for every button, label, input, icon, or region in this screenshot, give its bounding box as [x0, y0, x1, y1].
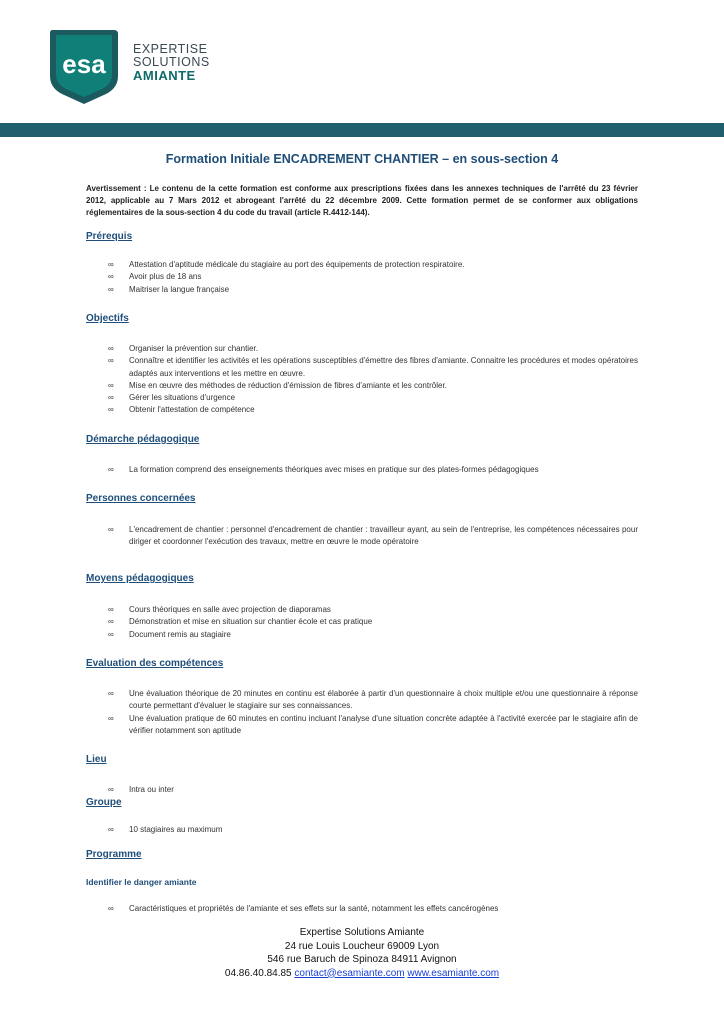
infinity-bullet-icon: ∞	[108, 356, 114, 366]
list-objectifs	[108, 343, 638, 417]
logo-line-3: AMIANTE	[133, 68, 196, 83]
section-title-objectifs: Objectifs	[86, 313, 129, 324]
infinity-bullet-icon: ∞	[108, 393, 114, 403]
list-item	[108, 464, 638, 476]
section-title-demarche: Démarche pédagogique	[86, 434, 200, 445]
section-title-moyens: Moyens pédagogiques	[86, 573, 194, 584]
infinity-bullet-icon: ∞	[108, 825, 114, 834]
list-item-text: Cours théoriques en salle avec projection de diaporamas	[129, 605, 331, 614]
list-prerequis	[108, 259, 638, 296]
infinity-bullet-icon: ∞	[108, 689, 114, 698]
infinity-bullet-icon: ∞	[108, 904, 114, 913]
list-item-text: Intra ou inter	[129, 785, 174, 794]
footer-address-avignon: 546 rue Baruch de Spinoza 84911 Avignon	[267, 954, 457, 965]
logo-line-2: SOLUTIONS	[133, 55, 210, 69]
list-item-text: Gérer les situations d'urgence	[129, 393, 236, 403]
section-title-programme: Programme	[86, 849, 142, 860]
list-item	[108, 380, 638, 392]
logo-line-1: EXPERTISE	[133, 42, 208, 56]
section-title-personnes: Personnes concernées	[86, 493, 196, 504]
list-item-text: Organiser la prévention sur chantier.	[129, 344, 258, 353]
list-lieu	[108, 784, 638, 796]
list-item	[108, 284, 638, 296]
footer-address-lyon: 24 rue Louis Loucheur 69009 Lyon	[284, 940, 440, 952]
list-item	[108, 343, 638, 355]
list-item-text: 10 stagiaires au maximum	[129, 825, 223, 834]
list-item	[108, 392, 638, 404]
list-item-text: Caractéristiques et propriétés de l'amiante et ses effets sur la santé, notamment les effets cancérogènes	[129, 904, 499, 913]
list-item-text: Obtenir l'attestation de compétence	[129, 405, 255, 415]
infinity-bullet-icon: ∞	[108, 465, 114, 474]
company-logo	[48, 26, 218, 106]
infinity-bullet-icon: ∞	[108, 284, 114, 294]
list-personnes	[108, 524, 638, 549]
website-link[interactable]: www.esamiante.com	[407, 967, 500, 979]
list-item	[108, 355, 638, 380]
infinity-bullet-icon: ∞	[108, 272, 114, 282]
list-item	[108, 713, 638, 738]
list-item-text: Une évaluation pratique de 60 minutes en continu incluant l'analyse d'une situation concrète adaptée à l'activité exercée par le stagiaire afin de vérifier notamment son aptitude	[129, 713, 638, 735]
footer	[0, 926, 724, 980]
warning-paragraph: Avertissement : Le contenu de la cette formation est conforme aux prescriptions fixées dans les annexes techniques de l'arrêté du 23 février 2012, applicable au 7 Mars 2012 et abrogeant l'arrêté du 22 décembre 2009. Cette formation permet de se conformer aux obligations réglementaires de la sous-section 4 du code du travail (article R.4412-144).	[86, 184, 638, 217]
list-item	[108, 784, 638, 796]
section-title-evaluation: Evaluation des compétences	[86, 658, 224, 669]
list-item-text: Mise en œuvre des méthodes de réduction d'émission de fibres d'amiante et les contrôler.	[129, 380, 447, 390]
list-item	[108, 524, 638, 549]
infinity-bullet-icon: ∞	[108, 629, 114, 639]
list-item-text: Démonstration et mise en situation sur chantier école et cas pratique	[129, 617, 373, 627]
list-demarche	[108, 464, 638, 476]
infinity-bullet-icon: ∞	[108, 605, 114, 614]
list-item	[108, 271, 638, 283]
list-groupe	[108, 824, 638, 836]
section-title-lieu: Lieu	[86, 754, 107, 765]
footer-phone: 04.86.40.84.85	[224, 967, 292, 979]
list-item	[108, 259, 638, 271]
list-programme	[108, 903, 638, 915]
list-item-text: Document remis au stagiaire	[129, 629, 231, 639]
header-banner	[0, 123, 724, 137]
list-item-text: La formation comprend des enseignements théoriques avec mises en pratique sur des plates-formes pédagogiques	[129, 465, 539, 474]
list-item-text: Avoir plus de 18 ans	[129, 272, 202, 282]
list-item	[108, 616, 638, 628]
infinity-bullet-icon: ∞	[108, 260, 114, 269]
section-title-prerequis: Prérequis	[86, 231, 133, 242]
infinity-bullet-icon: ∞	[108, 344, 114, 353]
infinity-bullet-icon: ∞	[108, 617, 114, 627]
list-item-text: Maitriser la langue française	[129, 284, 230, 294]
infinity-bullet-icon: ∞	[108, 405, 114, 415]
list-item-text: Connaître et identifier les activités et les opérations susceptibles d'émettre des fibres d'amiante. Connaitre les procédures et modes opératoires adaptés aux interventions et les mettre en œuvre.	[129, 356, 638, 378]
infinity-bullet-icon: ∞	[108, 525, 114, 534]
svg-text:esa: esa	[62, 49, 106, 79]
infinity-bullet-icon: ∞	[108, 380, 114, 390]
footer-company: Expertise Solutions Amiante	[299, 927, 425, 938]
list-item-text: Attestation d'aptitude médicale du stagiaire au port des équipements de protection respiratoire.	[129, 260, 465, 269]
list-item	[108, 688, 638, 713]
list-item	[108, 604, 638, 616]
list-item-text: L'encadrement de chantier : personnel d'encadrement de chantier : travailleur ayant, au sein de l'entreprise, les compétences nécessaires pour diriger et coordonner l'exécution des travaux, mettre en œuvre le mode opératoire	[129, 525, 638, 547]
email-link[interactable]: contact@esamiante.com	[294, 967, 405, 979]
list-moyens	[108, 604, 638, 641]
infinity-bullet-icon: ∞	[108, 785, 114, 794]
subsection-title-danger: Identifier le danger amiante	[86, 877, 197, 887]
list-item	[108, 903, 638, 915]
logo-wordmark	[133, 43, 210, 82]
list-item-text: Une évaluation théorique de 20 minutes en continu est élaborée à partir d'un questionnaire à choix multiple et/ou une questionnaire à réponse courte permettant d'évaluer le stagiaire sur ses connaissances.	[129, 689, 638, 711]
list-item	[108, 824, 638, 836]
list-item	[108, 404, 638, 416]
list-evaluation	[108, 688, 638, 737]
footer-contact-line	[0, 967, 724, 981]
list-item	[108, 629, 638, 641]
section-title-groupe: Groupe	[86, 797, 122, 808]
infinity-bullet-icon: ∞	[108, 713, 114, 723]
esa-shield-icon	[48, 26, 120, 106]
page-title: Formation Initiale ENCADREMENT CHANTIER – en sous-section 4	[165, 152, 559, 166]
